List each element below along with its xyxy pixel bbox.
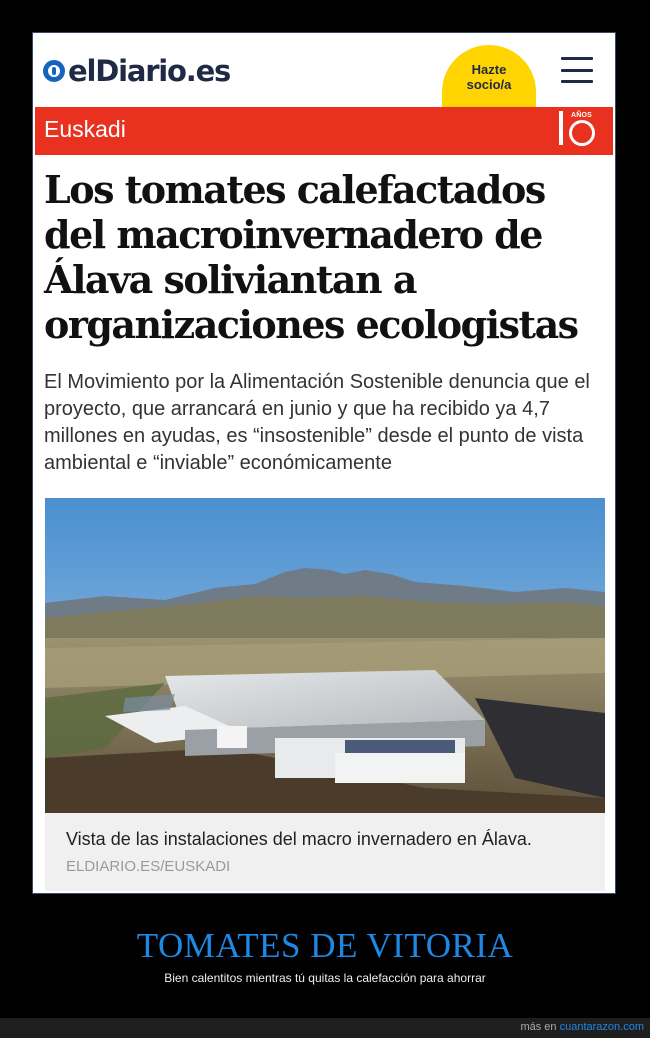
hamburger-menu-icon[interactable]	[561, 57, 593, 83]
member-button-line2: socio/a	[466, 77, 512, 92]
photo-credit: ELDIARIO.ES/EUSKADI	[66, 858, 231, 875]
logo-text: elDiario.es	[68, 54, 231, 88]
article-photo[interactable]	[45, 498, 605, 813]
site-logo[interactable]	[43, 51, 230, 91]
footer-link[interactable]: cuantarazon.com	[559, 1021, 644, 1033]
menu-bar	[561, 57, 593, 60]
site-footer	[0, 1018, 650, 1038]
anniversary-label: AÑOS	[571, 112, 593, 119]
section-bar	[35, 107, 613, 155]
section-link-euskadi[interactable]: Euskadi	[44, 116, 126, 142]
meme-subtitle: Bien calentitos mientras tú quitas la calefacción para ahorrar	[164, 971, 486, 985]
photo-caption-box	[45, 813, 605, 891]
footer-prefix: más en	[520, 1021, 557, 1033]
site-header	[33, 33, 615, 107]
ten-years-icon	[559, 107, 603, 153]
become-member-button[interactable]	[442, 45, 536, 109]
member-button-line1: Hazte	[471, 62, 507, 77]
anniversary-zero	[569, 120, 595, 146]
menu-bar	[561, 69, 593, 72]
article-screenshot	[32, 32, 616, 894]
footer-text	[520, 1021, 644, 1033]
logo-icon	[43, 60, 65, 82]
photo-caption: Vista de las instalaciones del macro invernadero en Álava.	[66, 829, 532, 849]
meme-title: TOMATES DE VITORIA	[136, 926, 514, 965]
article-subtitle: El Movimiento por la Alimentación Sostenible denuncia que el proyecto, que arrancará en junio y que ha recibido ya 4,7 millones en ayudas, es “insostenible” desde el punto de vista ambiental e “inviable” económicamente	[44, 371, 590, 474]
greenhouse-aerial-image	[45, 498, 605, 813]
menu-bar	[561, 80, 593, 83]
anniversary-one	[559, 111, 563, 145]
article-headline: Los tomates calefactados del macroinvernadero de Álava soliviantan a organizaciones ecologistas	[44, 167, 578, 347]
